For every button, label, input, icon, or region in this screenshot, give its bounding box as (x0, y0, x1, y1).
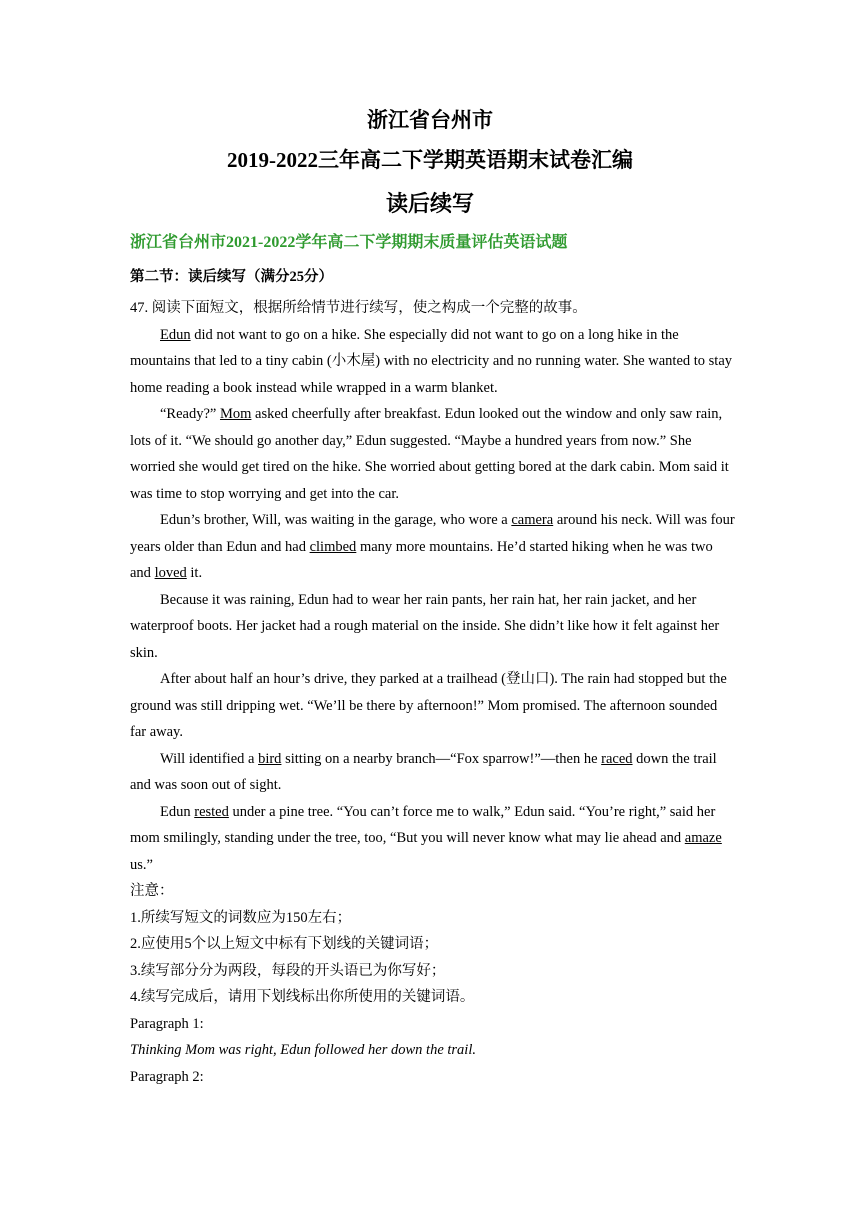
story-text: many more mountains. He’d started hiking when he was two and (130, 538, 713, 581)
key-word: Edun (160, 326, 191, 343)
paragraph-1-opening: Thinking Mom was right, Edun followed her down the trail. (130, 1042, 476, 1058)
story-text: “Ready?” (160, 406, 220, 422)
key-word: climbed (309, 538, 357, 555)
key-word: loved (154, 565, 187, 581)
story-text: Edun’s brother, Will, was waiting in the garage, who wore a (160, 512, 512, 528)
story-paragraph-5: After about half an hour’s drive, they parked at a trailhead (登山口). The rain had stopped but the ground was still dripping wet. “We’ll be there by afternoon!” Mom promised. The afternoon sounded far away. (130, 671, 727, 740)
key-word: rested (194, 803, 229, 820)
key-word: amaze (684, 830, 722, 846)
key-word: bird (258, 750, 282, 767)
story-text: it. (186, 565, 203, 581)
paragraph-1-label: Paragraph 1: (130, 1015, 204, 1032)
question-instruction: 47. 阅读下面短文，根据所给情节进行续写，使之构成一个完整的故事。 (130, 300, 587, 316)
note-item: 1.所续写短文的词数应为150左右； (130, 909, 352, 926)
story-text: Will identified a (160, 750, 259, 767)
note-item: 2.应使用5个以上短文中标有下划线的关键词语； (130, 936, 439, 952)
story-text: asked cheerfully after breakfast. Edun looked out the window and only saw rain, lots of it. “We should go another day,” Edun suggested. “Maybe a hundred years from now.” She worried she would get tired on the hike. She worried about getting bored at the dark cabin. Mom said it was time to stop worrying and get into the car. (130, 406, 729, 502)
story-text: did not want to go on a hike. She especially did not want to go on a long hike in the mountains that led to a tiny cabin (小木屋) with no electricity and no running water. She wanted to stay home reading a book instead while wrapped in a warm blanket. (130, 326, 733, 396)
paragraph-2-label: Paragraph 2: (130, 1068, 204, 1085)
story-paragraph-3 (130, 507, 735, 587)
story-text: around his neck. Will was four years older than Edun and had (130, 512, 735, 555)
key-word: camera (511, 512, 554, 528)
story-text: us.” (130, 856, 153, 873)
title-region: 浙江省台州市 (367, 108, 493, 132)
story-text: down the trail and was soon out of sight. (130, 750, 717, 793)
story-text: Edun (160, 803, 195, 820)
story-paragraph-1 (130, 322, 735, 402)
note-item: 4.续写完成后，请用下划线标出你所使用的关键词语。 (130, 989, 475, 1005)
key-word: raced (601, 750, 633, 767)
story-paragraph-2 (130, 401, 735, 507)
title-task-type: 读后续写 (385, 191, 474, 216)
story-paragraph-6 (130, 746, 735, 799)
source-exam-title: 浙江省台州市2021-2022学年高二下学期期末质量评估英语试题 (130, 234, 568, 251)
story-text: under a pine tree. “You can’t force me to walk,” Edun said. “You’re right,” said her mom smilingly, standing under the tree, too, “But you will never know what may lie ahead and (130, 803, 716, 846)
note-item: 3.续写部分分为两段，每段的开头语已为你写好； (130, 962, 446, 979)
section-heading: 第二节：读后续写（满分25分） (130, 269, 333, 285)
story-paragraph-7 (130, 799, 735, 879)
key-word: Mom (219, 406, 252, 422)
notes-heading: 注意： (130, 883, 174, 899)
story-text: sitting on a nearby branch—“Fox sparrow!”—then he (281, 750, 602, 767)
body-text (130, 295, 735, 1090)
story-paragraph-4: Because it was raining, Edun had to wear her rain pants, her rain hat, her rain jacket, and her waterproof boots. Her jacket had a rough material on the inside. She didn’t like how it felt against her skin. (130, 591, 720, 661)
title-collection: 2019-2022三年高二下学期英语期末试卷汇编 (227, 148, 633, 172)
